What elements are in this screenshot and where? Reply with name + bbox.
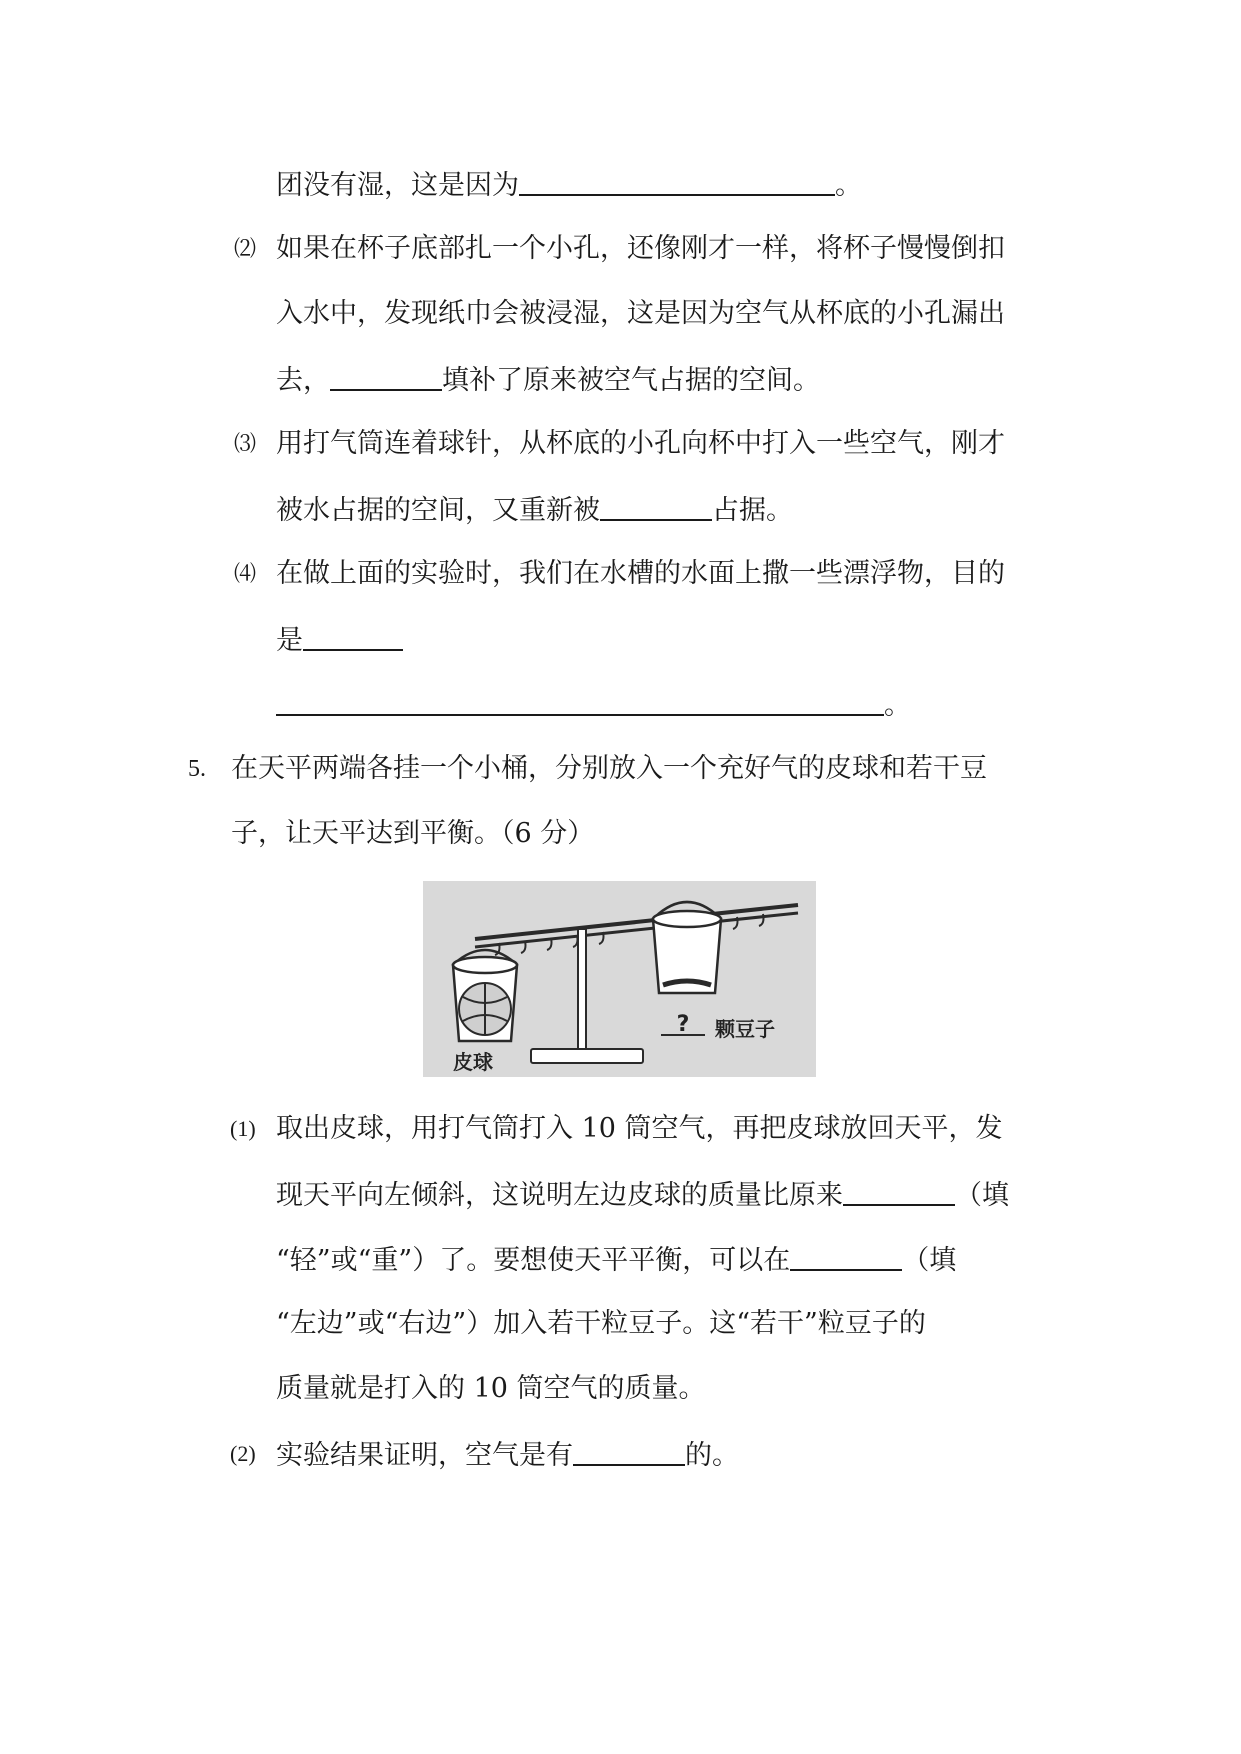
q5-1-line4: “左边”或“右边”）加入若干粒豆子。这“若干”粒豆子的: [276, 1308, 926, 1339]
q4-2-number: ⑵: [234, 236, 257, 261]
q5-1-number: (1): [230, 1116, 256, 1141]
q5-1-line2-post: （填: [955, 1180, 1009, 1211]
q4-4-line2-text: 是: [276, 625, 303, 656]
q5-1-line3-post: （填: [902, 1245, 957, 1276]
answer-blank[interactable]: [843, 1176, 955, 1206]
answer-blank[interactable]: [573, 1436, 685, 1466]
q4-3-line2-pre: 被水占据的空间，又重新被: [276, 495, 600, 526]
q5-1-line2: [276, 1176, 1009, 1214]
q5-1-line5: 质量就是打入的 10 筒空气的质量。: [276, 1373, 706, 1404]
q4-2-line3-post: 填补了原来被空气占据的空间。: [442, 365, 820, 396]
q4-3-line2-post: 占据。: [712, 495, 793, 526]
q5-2-line1: [276, 1436, 739, 1474]
q5-number: 5.: [188, 756, 206, 782]
answer-blank[interactable]: [303, 621, 403, 651]
q4-4-line3: [276, 686, 911, 724]
q4-1-line-continuation: [276, 166, 862, 204]
q4-4-line2: [276, 621, 403, 659]
question-mark-label: ?: [676, 1012, 690, 1037]
q5-2-line1-pre: 实验结果证明，空气是有: [276, 1440, 573, 1471]
q5-1-line3-pre: “轻”或“重”）了。要想使天平平衡，可以在: [276, 1245, 791, 1276]
answer-blank[interactable]: [600, 491, 712, 521]
ball-in-bucket: [459, 983, 511, 1035]
q4-1-text: 团没有湿，这是因为: [276, 170, 519, 201]
q5-line2: 子，让天平达到平衡。（6 分）: [231, 818, 595, 849]
beam-bottom: [475, 913, 798, 947]
answer-blank-long[interactable]: [276, 686, 884, 716]
answer-blank[interactable]: [790, 1241, 902, 1271]
ball-label: 皮球: [453, 1050, 493, 1074]
q4-2-line3: [276, 361, 820, 399]
stand-pillar: [578, 929, 586, 1055]
q4-3-line2: [276, 491, 793, 529]
q5-line1: 在天平两端各挂一个小桶，分别放入一个充好气的皮球和若干豆: [231, 753, 987, 784]
q4-2-line2: 入水中，发现纸巾会被浸湿，这是因为空气从杯底的小孔漏出: [276, 298, 1005, 329]
beam-top: [475, 905, 798, 939]
q5-2-number: (2): [230, 1441, 256, 1466]
q5-2-line1-post: 的。: [685, 1440, 739, 1471]
q4-3-number: ⑶: [234, 431, 257, 456]
q4-2-line3-pre: 去，: [276, 365, 330, 396]
answer-blank[interactable]: [330, 361, 442, 391]
q4-1-period: 。: [835, 170, 862, 201]
balance-scale-illustration: [423, 881, 816, 1077]
q5-1-line3: [276, 1241, 956, 1279]
q4-3-line1: 用打气筒连着球针，从杯底的小孔向杯中打入一些空气，刚才: [276, 428, 1005, 459]
q5-1-line2-pre: 现天平向左倾斜，这说明左边皮球的质量比原来: [276, 1180, 843, 1211]
q4-4-line3-period: 。: [884, 690, 911, 721]
q4-4-number: ⑷: [234, 561, 257, 586]
beans-label: 颗豆子: [715, 1017, 775, 1041]
q4-4-line1: 在做上面的实验时，我们在水槽的水面上撒一些漂浮物，目的: [276, 558, 1005, 589]
stand-base: [531, 1049, 643, 1063]
right-bucket: [653, 902, 721, 993]
answer-blank[interactable]: [519, 166, 835, 196]
balance-scale-figure: [423, 881, 816, 1077]
q5-1-line1: 取出皮球，用打气筒打入 10 筒空气，再把皮球放回天平，发: [276, 1113, 1003, 1144]
q4-2-line1: 如果在杯子底部扎一个小孔，还像刚才一样，将杯子慢慢倒扣: [276, 233, 1005, 264]
